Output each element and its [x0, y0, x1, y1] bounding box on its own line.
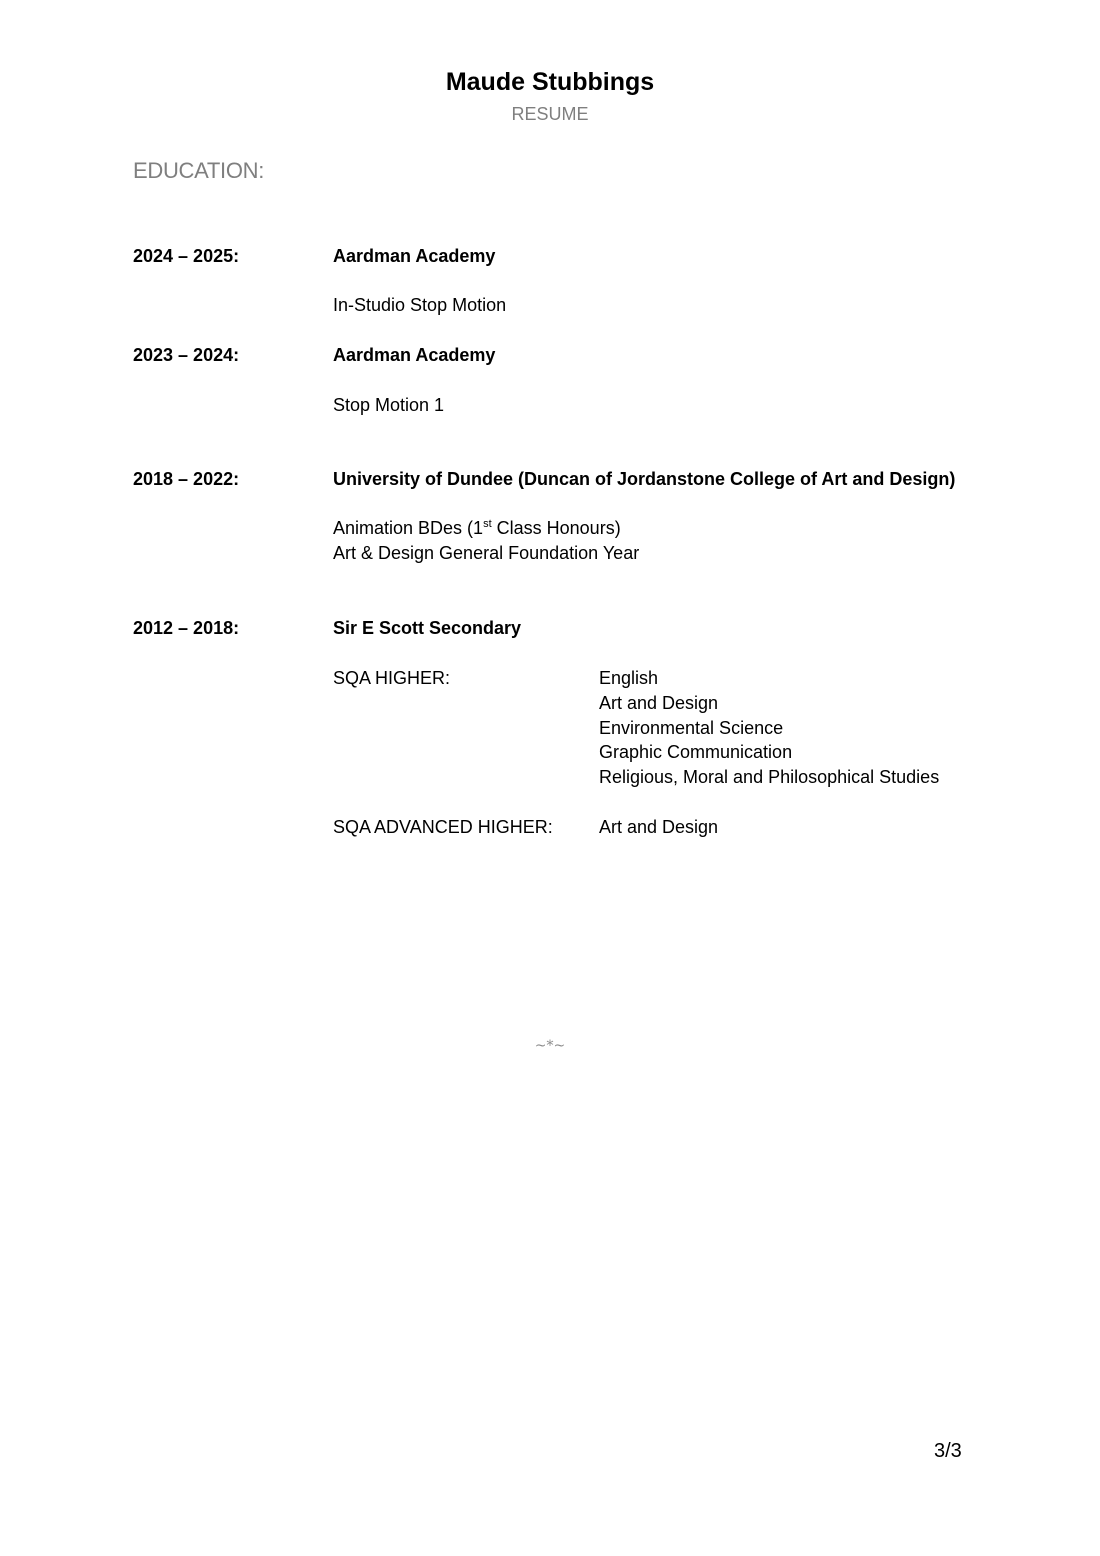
- entry-degree: [333, 516, 621, 541]
- resume-subtitle: RESUME: [511, 104, 589, 124]
- resume-name: Maude Stubbings: [445, 68, 655, 96]
- subject-item: English: [599, 668, 659, 688]
- entry-years: 2018 – 2022:: [133, 469, 240, 489]
- subject-item: Art and Design: [599, 693, 719, 713]
- page-number: 3/3: [934, 1440, 962, 1462]
- qualification-label: SQA HIGHER:: [333, 668, 451, 688]
- entry-course: In-Studio Stop Motion: [333, 295, 507, 315]
- subject-item: Religious, Moral and Philosophical Studies: [599, 767, 940, 787]
- entry-institution: Sir E Scott Secondary: [333, 618, 522, 638]
- subject-item: Graphic Communication: [599, 742, 793, 762]
- degree-ordinal: st: [483, 518, 492, 530]
- entry-years: 2023 – 2024:: [133, 345, 240, 365]
- qualification-label: SQA ADVANCED HIGHER:: [333, 817, 553, 837]
- entry-course: Art & Design General Foundation Year: [333, 543, 640, 563]
- subject-item: Environmental Science: [599, 718, 784, 738]
- entry-institution: Aardman Academy: [333, 246, 496, 266]
- entry-years: 2012 – 2018:: [133, 618, 240, 638]
- entry-course: Stop Motion 1: [333, 395, 445, 415]
- section-divider-ornament: ~*~: [534, 1038, 566, 1054]
- subject-item: Art and Design: [599, 817, 719, 837]
- entry-years: 2024 – 2025:: [133, 246, 240, 266]
- education-heading: EDUCATION:: [133, 158, 265, 183]
- degree-suffix: Class Honours): [491, 518, 621, 538]
- entry-institution: University of Dundee (Duncan of Jordanstone College of Art and Design): [333, 469, 956, 489]
- degree-prefix: Animation BDes (1: [333, 518, 484, 538]
- entry-institution: Aardman Academy: [333, 345, 496, 365]
